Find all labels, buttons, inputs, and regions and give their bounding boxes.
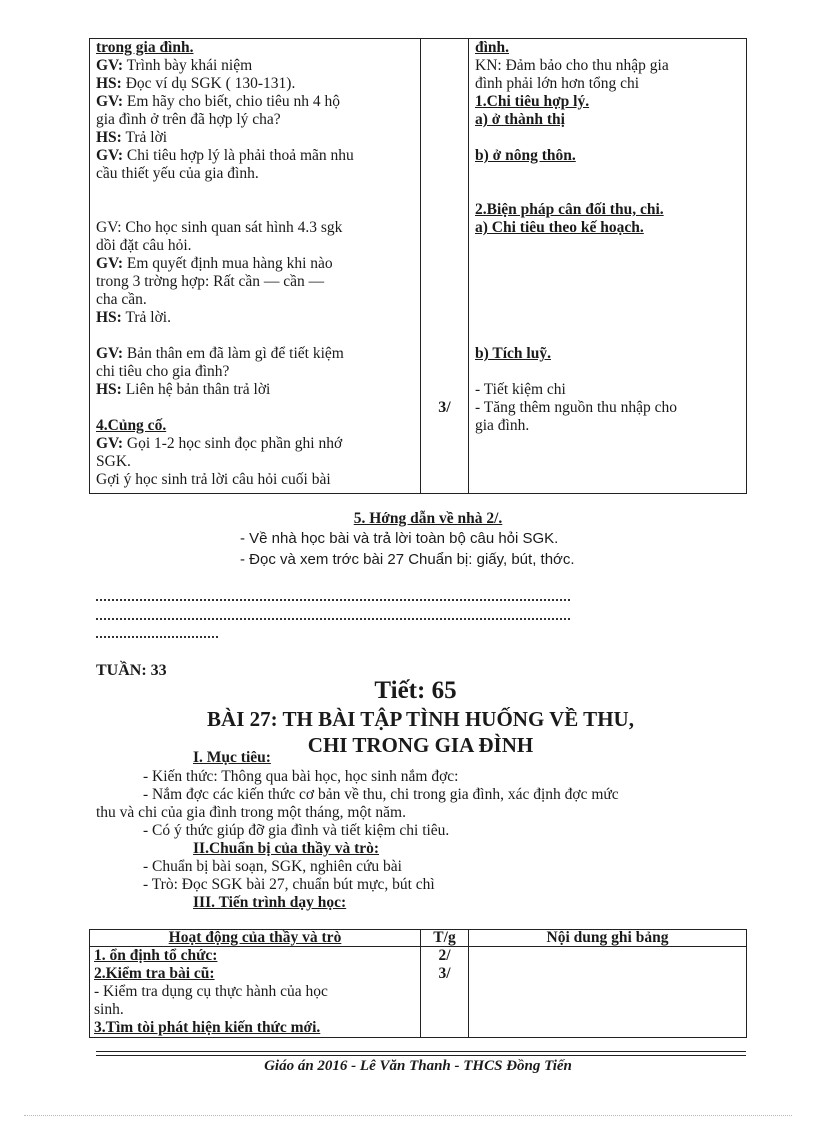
activity-line: Gợi ý học sinh trả lời câu hỏi cuối bài — [96, 471, 331, 488]
lesson-title-line: CHI TRONG GIA ĐÌNH — [307, 733, 534, 757]
period-title: Tiết: 65 — [374, 677, 457, 704]
role-label: HS: — [96, 381, 122, 398]
board-content-cell — [469, 947, 747, 1038]
section-heading: 1. ổn định tổ chức: — [94, 947, 218, 964]
role-label: GV: — [96, 57, 123, 74]
teacher-student-activity-cell — [90, 39, 421, 494]
homework-heading: 5. Hớng dẫn về nhà 2/. — [353, 510, 503, 527]
page-edge-dots — [24, 1115, 792, 1116]
board-line: KN: Đảm bảo cho thu nhập gia — [475, 57, 669, 74]
activity-line: cha cần. — [96, 291, 147, 308]
column-header: Nội dung ghi bảng — [469, 930, 747, 947]
activity-line: Em quyết định mua hàng khi nào — [123, 255, 333, 272]
role-label: GV: — [96, 255, 123, 272]
column-header: Hoạt động của thầy và trò — [90, 930, 421, 947]
activity-line: Trả lời. — [121, 309, 171, 326]
activity-line: sinh. — [94, 1001, 124, 1018]
activity-line: GV: Cho học sinh quan sát hình 4.3 sgk — [96, 219, 343, 236]
board-heading: 1.Chi tiêu hợp lý. — [475, 93, 590, 110]
role-label: GV: — [96, 345, 123, 362]
objective-line: - Nắm đợc các kiến thức cơ bản về thu, chi trong gia đình, xác định đợc mức — [143, 786, 619, 803]
teacher-student-activity-cell — [90, 947, 421, 1038]
board-content-cell — [469, 39, 747, 494]
homework-line: - Về nhà học bài và trả lời toàn bộ câu hỏi SGK. — [240, 530, 559, 547]
board-line: gia đình. — [475, 417, 530, 434]
activity-line: Trình bày khái niệm — [123, 57, 253, 74]
role-label: GV: — [96, 93, 123, 110]
section-heading: 3.Tìm tòi phát hiện kiến thức mới. — [94, 1019, 321, 1036]
time-value: 3/ — [438, 965, 451, 982]
role-label: GV: — [96, 435, 123, 452]
table-row — [90, 947, 747, 1038]
activity-line: gia đình ở trên đã hợp lý cha? — [96, 111, 281, 128]
process-table — [89, 929, 747, 1038]
activity-line: chi tiêu cho gia đình? — [96, 363, 230, 380]
week-label: TUẦN: 33 — [96, 662, 167, 679]
role-label: HS: — [96, 309, 122, 326]
objective-line: thu và chi của gia đình trong một tháng, một năm. — [96, 804, 406, 821]
section-heading: 4.Củng cố. — [96, 417, 167, 434]
preparation-line: - Chuẩn bị bài soạn, SGK, nghiên cứu bài — [143, 858, 402, 875]
activity-line: Trả lời — [121, 129, 168, 146]
board-line: - Tiết kiệm chi — [475, 381, 566, 398]
activity-line: Chi tiêu hợp lý là phải thoả mãn nhu — [123, 147, 354, 164]
footer-rule — [96, 1051, 746, 1052]
activity-line: Liên hệ bản thân trả lời — [121, 381, 271, 398]
board-heading: a) Chi tiêu theo kế hoạch. — [475, 219, 644, 236]
section-heading: 2.Kiểm tra bài cũ: — [94, 965, 215, 982]
page-footer: Giáo án 2016 - Lê Văn Thanh - THCS Đồng Tiến — [264, 1058, 572, 1074]
board-heading: b) Tích luỹ. — [475, 345, 551, 362]
role-label: GV: — [96, 147, 123, 164]
lesson-title-line: BÀI 27: TH BÀI TẬP TÌNH HUỐNG VỀ THU, — [207, 707, 634, 731]
activity-line: SGK. — [96, 453, 131, 470]
board-line: đình. — [475, 39, 510, 56]
dotted-line — [96, 636, 218, 638]
preparation-line: - Trò: Đọc SGK bài 27, chuẩn bút mực, bút chì — [143, 876, 435, 893]
activity-line: dồi đặt câu hỏi. — [96, 237, 192, 254]
activity-line: trong 3 trờng hợp: Rất cần — cần — — [96, 273, 325, 290]
board-heading: 2.Biện pháp cân đối thu, chi. — [475, 201, 664, 218]
table-row — [90, 39, 747, 494]
role-label: HS: — [96, 75, 122, 92]
activity-line: Gọi 1-2 học sinh đọc phần ghi nhớ — [123, 435, 343, 452]
activity-line: Bản thân em đã làm gì để tiết kiệm — [123, 345, 344, 362]
preparation-heading: II.Chuẩn bị của thầy và trò: — [193, 840, 380, 857]
dotted-line — [96, 618, 570, 620]
time-value: 3/ — [438, 399, 451, 416]
objective-line: - Kiến thức: Thông qua bài học, học sinh nắm đợc: — [143, 768, 459, 785]
activity-line: Đọc ví dụ SGK ( 130-131). — [121, 75, 296, 92]
time-value: 2/ — [438, 947, 451, 964]
board-line: - Tăng thêm nguồn thu nhập cho — [475, 399, 678, 416]
objectives-heading: I. Mục tiêu: — [193, 749, 271, 766]
lesson-activity-table — [89, 38, 747, 494]
role-label: HS: — [96, 129, 122, 146]
column-header: T/g — [421, 930, 469, 947]
activity-line: - Kiểm tra dụng cụ thực hành của học — [94, 983, 328, 1000]
footer-rule — [96, 1055, 746, 1056]
activity-line: cầu thiết yếu của gia đình. — [96, 165, 259, 182]
time-cell — [421, 947, 469, 1038]
homework-line: - Đọc và xem trớc bài 27 Chuẩn bị: giấy, bút, thớc. — [240, 551, 575, 568]
board-heading: a) ở thành thị — [475, 111, 565, 128]
board-heading: b) ở nông thôn. — [475, 147, 576, 164]
lesson-title — [0, 706, 816, 758]
dotted-line — [96, 599, 570, 601]
time-cell — [421, 39, 469, 494]
activity-line: Em hãy cho biết, chio tiêu nh 4 hộ — [123, 93, 340, 110]
board-line: đình phải lớn hơn tổng chi — [475, 75, 640, 92]
activity-line: trong gia đình. — [96, 39, 194, 56]
objective-line: - Có ý thức giúp đỡ gia đình và tiết kiệm chi tiêu. — [143, 822, 450, 839]
process-heading: III. Tiến trình dạy học: — [193, 894, 347, 911]
table-header-row — [90, 930, 747, 947]
